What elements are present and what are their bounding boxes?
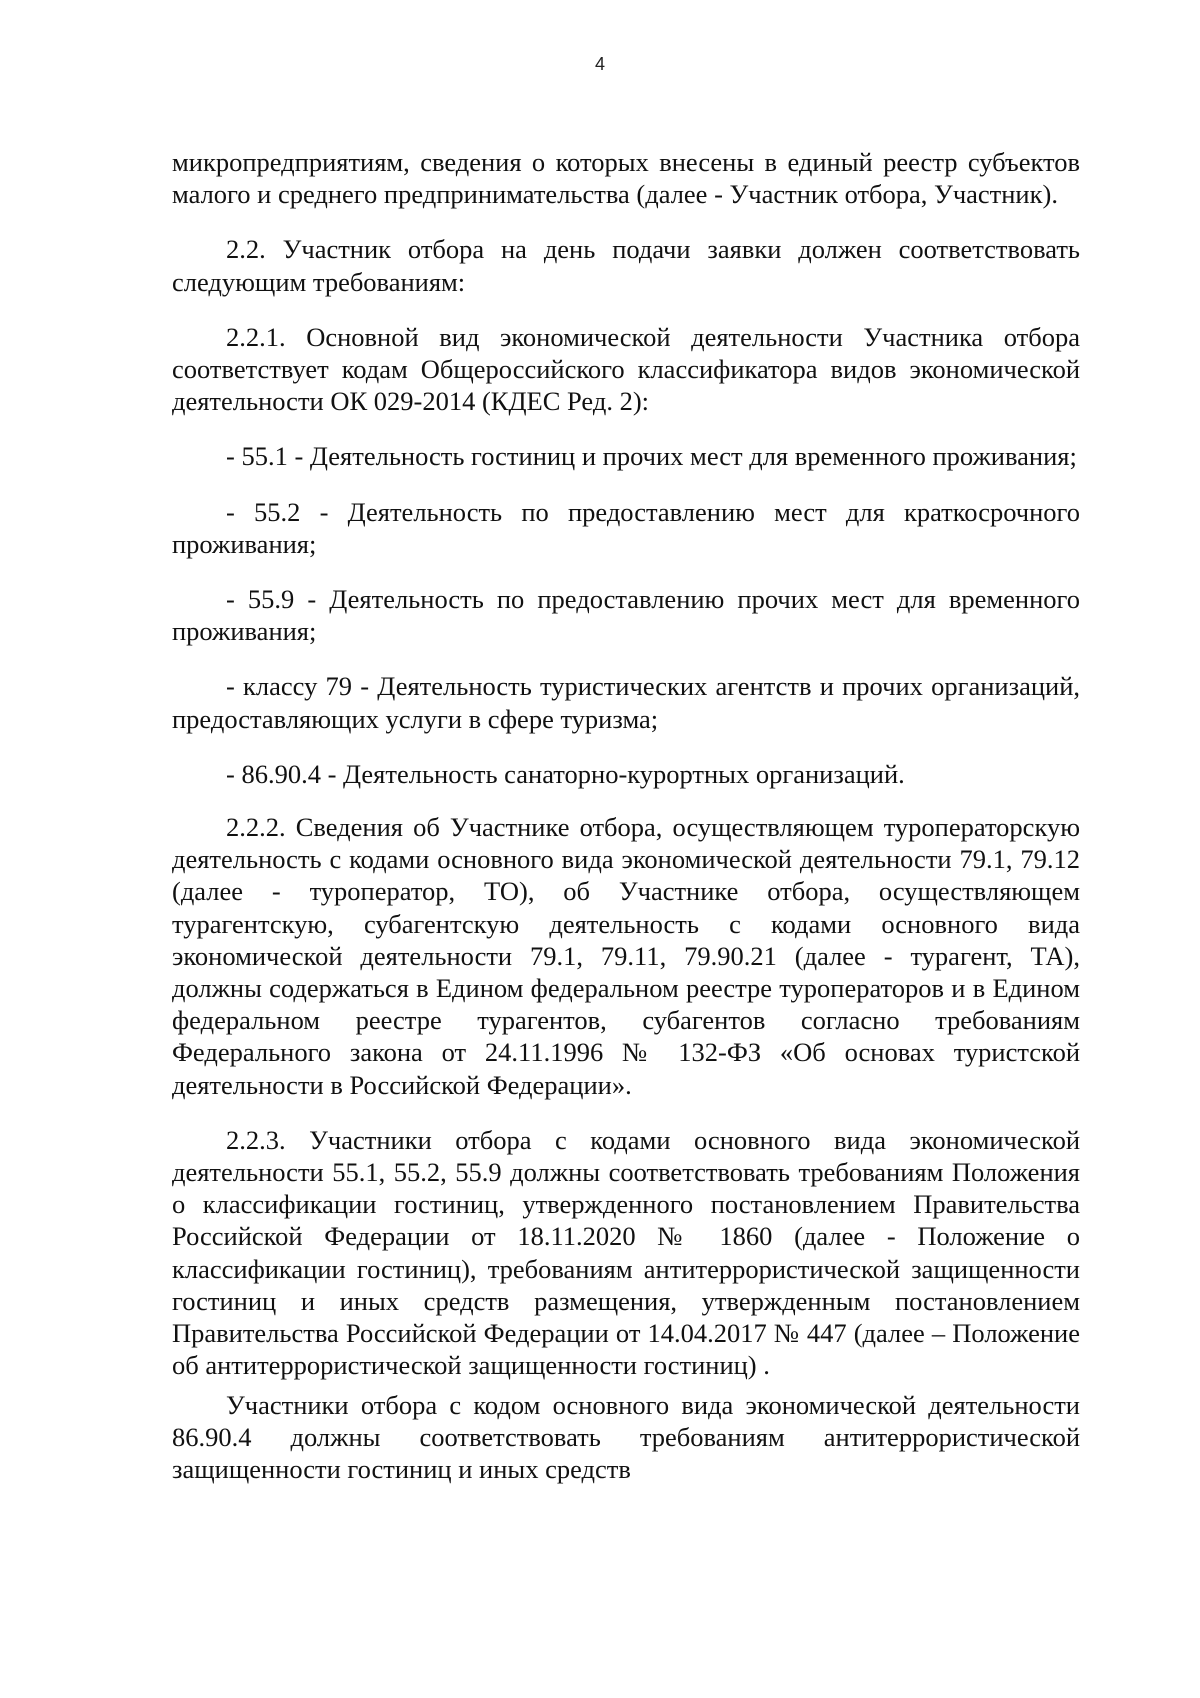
paragraph-2-2: 2.2. Участник отбора на день подачи заявки должен соответствовать следующим требованиям: bbox=[172, 234, 1080, 297]
paragraph-2-2-3: 2.2.3. Участники отбора с кодами основного вида экономической деятельности 55.1, 55.2, 55.9 должны соответствовать требованиям Положения о классификации гостиниц, утвержденного постановлением Правительства Российской Федерации от 18.11.2020 № 1860 (далее - Положение о классификации гостиниц), требованиям антитеррористической защищенности гостиниц и иных средств размещения, утвержденным постановлением Правительства Российской Федерации от 14.04.2017 № 447 (далее – Положение об антитеррористической защищенности гостиниц) . bbox=[172, 1124, 1080, 1381]
list-item-55-9: - 55.9 - Деятельность по предоставлению прочих мест для временного проживания; bbox=[172, 584, 1080, 647]
document-body bbox=[172, 146, 1080, 1485]
page-number: 4 bbox=[594, 54, 605, 74]
paragraph-2-2-2: 2.2.2. Сведения об Участнике отбора, осуществляющем туроператорскую деятельность с кодами основного вида экономической деятельности 79.1, 79.12 (далее - туроператор, ТО), об Участнике отбора, осуществляющем турагентскую, субагентскую деятельность с кодами основного вида экономической деятельности 79.1, 79.11, 79.90.21 (далее - турагент, ТА), должны содержаться в Едином федеральном реестре туроператоров и в Едином федеральном реестре турагентов, субагентов согласно требованиям Федерального закона от 24.11.1996 № 132-ФЗ «Об основах туристской деятельности в Российской Федерации». bbox=[172, 812, 1080, 1100]
list-item-55-2: - 55.2 - Деятельность по предоставлению мест для краткосрочного проживания; bbox=[172, 496, 1080, 559]
list-item-class-79: - классу 79 - Деятельность туристических агентств и прочих организаций, предоставляющих услуги в сфере туризма; bbox=[172, 671, 1080, 734]
list-item-55-1: - 55.1 - Деятельность гостиниц и прочих мест для временного проживания; bbox=[226, 441, 1077, 472]
list-item-86-90-4: - 86.90.4 - Деятельность санаторно-курортных организаций. bbox=[226, 758, 905, 789]
paragraph-intro-continuation: микропредприятиям, сведения о которых внесены в единый реестр субъектов малого и среднего предпринимательства (далее - Участник отбора, Участник). bbox=[172, 147, 1080, 210]
paragraph-2-2-1: 2.2.1. Основной вид экономической деятельности Участника отбора соответствует кодам Общероссийского классификатора видов экономической деятельности ОК 029-2014 (КДЕС Ред. 2): bbox=[172, 321, 1080, 417]
paragraph-2-2-3-continuation: Участники отбора с кодом основного вида экономической деятельности 86.90.4 должны соответствовать требованиям антитеррористической защищенности гостиниц и иных средств bbox=[172, 1389, 1080, 1484]
